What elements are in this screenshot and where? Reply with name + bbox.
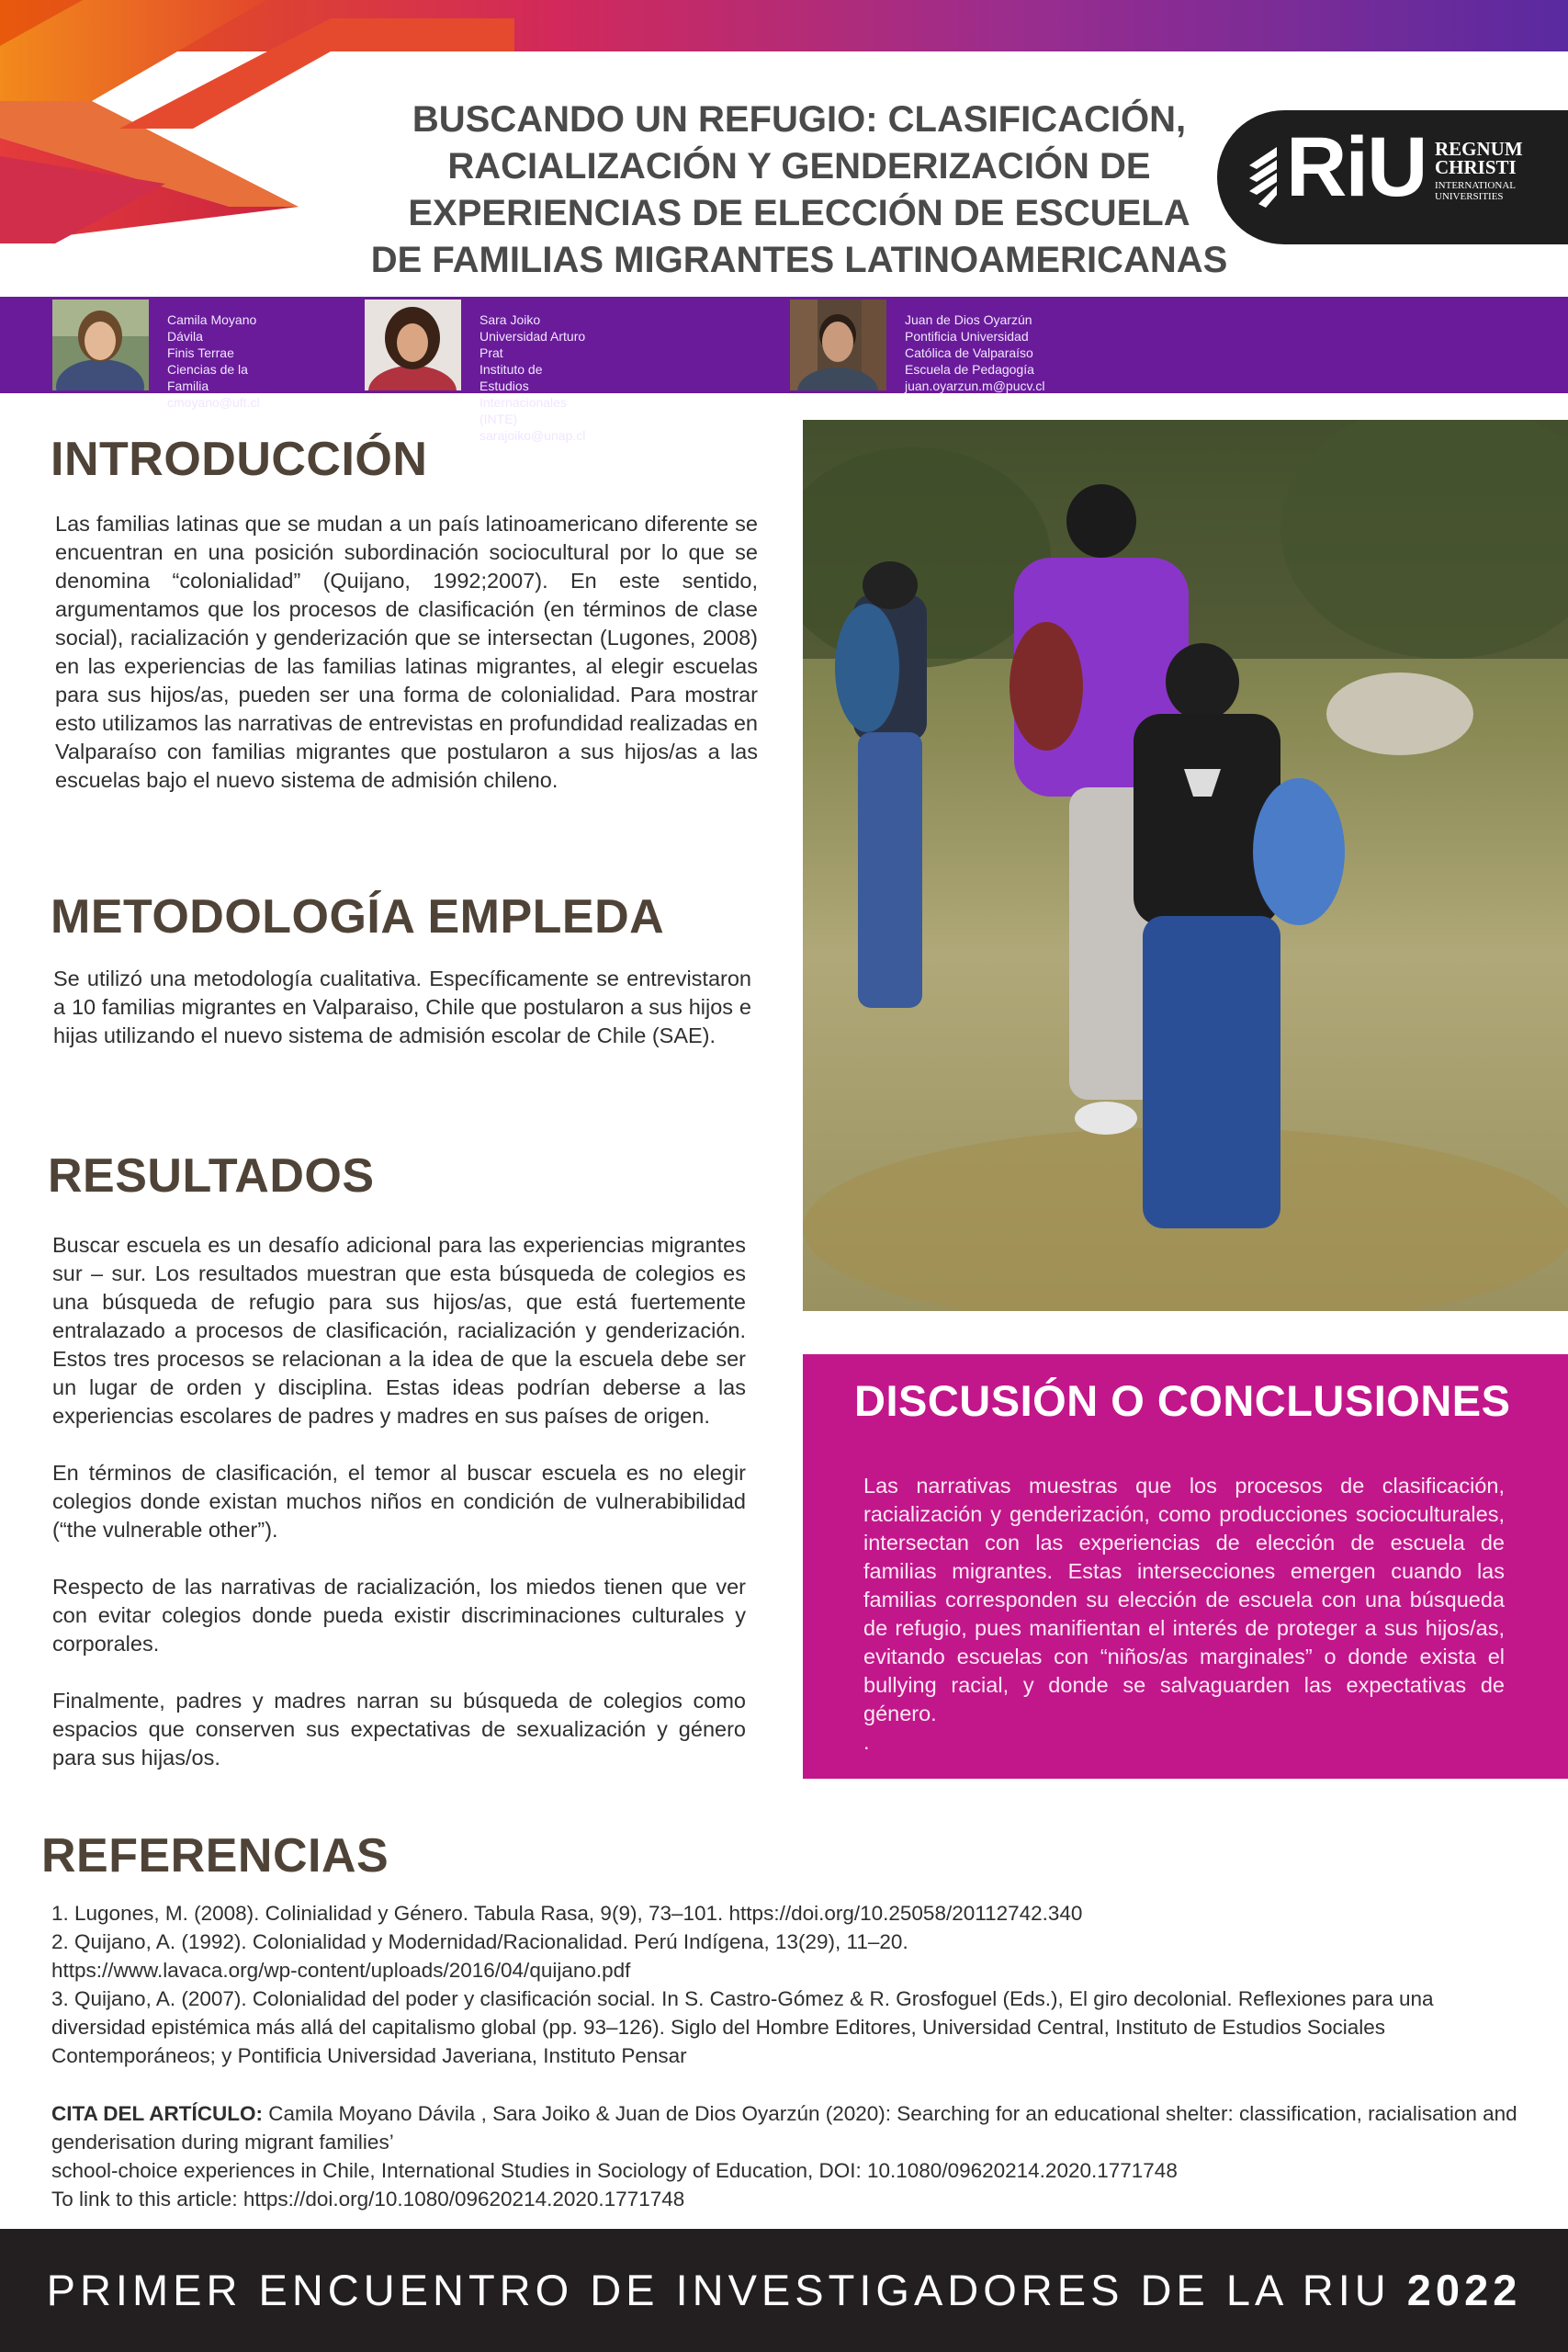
methodology-heading: METODOLOGÍA EMPLEDA: [51, 890, 665, 944]
references-list: [51, 1899, 1529, 2070]
citation-link: To link to this article: https://doi.org/10.1080/09620214.2020.1771748: [51, 2188, 685, 2211]
conclusions-text: [863, 1472, 1505, 1757]
logo-line: INTERNATIONAL: [1435, 180, 1516, 191]
logo-line: UNIVERSITIES: [1435, 191, 1504, 202]
logo-text: [1435, 140, 1523, 176]
author-info: [905, 311, 1044, 394]
reference-item: 1. Lugones, M. (2008). Colinialidad y Género. Tabula Rasa, 9(9), 73–101. https://doi.org/10.25058/20112742.340: [51, 1902, 1083, 1925]
conclusions-trailing: .: [863, 1730, 870, 1754]
reference-item: 2. Quijano, A. (1992). Colonialidad y Modernidad/Racionalidad. Perú Indígena, 13(29), 11–20.: [51, 1930, 908, 1953]
conclusions-paragraph: Las narrativas muestras que los procesos de clasificación, racialización y genderización, como producciones socioculturales, intersectan con las experiencias de elección de escuela de familias migrantes. Estas intersecciones emergen cuando las familias corresponden su elección de escuela con una búsqueda de refugio, pues manifientan el interés de proteger a sus hijos/as, evitando escuelas con “niños/as marginales” o donde exista el bullying racial, y donde se salvaguarden las expectativas de género.: [863, 1474, 1505, 1725]
results-paragraph: Finalmente, padres y madres narran su búsqueda de colegios como espacios que conserven sus expectativas de sexualización y género para sus hijas/os.: [52, 1689, 746, 1770]
footer-text: [0, 2265, 1568, 2315]
citation-text: Camila Moyano Dávila , Sara Joiko & Juan de Dios Oyarzún (2020): Searching for an educational shelter: classification, racialisation and genderisation during migrant families’: [51, 2102, 1517, 2154]
author-name: Sara Joiko: [479, 312, 541, 327]
author-photo: [52, 300, 149, 390]
migrants-walking-photo: [803, 420, 1568, 1311]
results-text: [52, 1231, 746, 1801]
author-photo: [365, 300, 461, 390]
results-paragraph: En términos de clasificación, el temor al buscar escuela es no elegir colegios donde existan muchos niños en condición de vulnerabibilidad (“the vulnerable other”).: [52, 1461, 746, 1542]
author-affiliation: Universidad Arturo Prat: [479, 329, 586, 360]
logo-subtext: [1435, 180, 1516, 202]
methodology-text: Se utilizó una metodología cualitativa. Específicamente se entrevistaron a 10 familias migrantes en Valparaiso, Chile que postularon a sus hijos e hijas utilizando el nuevo sistema de admisión escolar de Chile (SAE).: [53, 967, 751, 1047]
title-line: EXPERIENCIAS DE ELECCIÓN DE ESCUELA: [408, 193, 1190, 233]
author-email: cmoyano@uft.cl: [167, 395, 260, 410]
intro-heading: INTRODUCCIÓN: [51, 433, 428, 486]
footer-event: PRIMER ENCUENTRO DE INVESTIGADORES DE LA RIU: [46, 2266, 1407, 2314]
title-line: RACIALIZACIÓN Y GENDERIZACIÓN DE: [447, 146, 1151, 187]
results-heading: RESULTADOS: [48, 1149, 375, 1203]
title-line: BUSCANDO UN REFUGIO: CLASIFICACIÓN,: [412, 99, 1187, 140]
author-affiliation: Finis Terrae: [167, 345, 234, 360]
reference-item: 3. Quijano, A. (2007). Colonialidad del poder y clasificación social. In S. Castro-Gómez & R. Grosfoguel (Eds.), El giro decolonial. Reflexiones para una diversidad epistémica más allá del capitalismo global (pp. 93–126). Siglo del Hombre Editores, Universidad Central, Instituto de Estudios Sociales Contemporáneos; y Pontificia Universidad Javeriana, Instituto Pensar: [51, 1987, 1434, 2067]
author-name: Camila Moyano Dávila: [167, 312, 257, 344]
results-paragraph: Buscar escuela es un desafío adicional para las experiencias migrantes sur – sur. Los resultados muestran que esta búsqueda de colegios es una búsqueda de refugio para sus hijos/as, que está fuertemente entralazado a procesos de clasificación, racialización y genderización. Estos tres procesos se relacionan a la idea de que la escuela debe ser un lugar de orden y disciplina. Estas ideas podrían deberse a las experiencias escolares de padres y madres en sus países de origen.: [52, 1233, 746, 1428]
conclusions-heading: DISCUSIÓN O CONCLUSIONES: [854, 1376, 1511, 1425]
author-email: juan.oyarzun.m@pucv.cl: [905, 379, 1045, 393]
title-line: DE FAMILIAS MIGRANTES LATINOAMERICANAS: [370, 240, 1228, 280]
logo-line: CHRISTI: [1435, 156, 1517, 178]
author-department: Escuela de Pedagogía: [905, 362, 1034, 377]
references-heading: REFERENCIAS: [41, 1829, 389, 1883]
logo-line: REGNUM: [1435, 138, 1523, 160]
intro-text: Las familias latinas que se mudan a un país latinoamericano diferente se encuentran en una posición subordinación sociocultural por lo que se denomina “colonialidad” (Quijano, 1992;2007). En este sentido, argumentamos que los procesos de clasificación (en términos de clase social), racialización y genderización que se intersectan (Lugones, 2008) en las experiencias de las familias latinas migrantes, al elegir escuelas para sus hijos/as, pueden ser una forma de colonialidad. Para mostrar esto utilizamos las narrativas de entrevistas en profundidad realizadas en Valparaíso con familias migrantes que postularon a sus hijos/as a las escuelas bajo el nuevo sistema de admisión chileno.: [55, 512, 758, 792]
reference-item: https://www.lavaca.org/wp-content/uploads/2016/04/quijano.pdf: [51, 1959, 631, 1982]
results-paragraph: Respecto de las narrativas de racialización, los miedos tienen que ver con evitar colegios donde pueda existir discriminaciones culturales y corporales.: [52, 1575, 746, 1656]
footer-year: 2022: [1406, 2266, 1522, 2314]
author-email: sarajoiko@unap.cl: [479, 428, 586, 443]
citation-label: CITA DEL ARTÍCULO:: [51, 2102, 263, 2125]
author-info: [167, 311, 260, 411]
author-info: [479, 311, 585, 444]
article-citation: [51, 2099, 1540, 2213]
author-affiliation: Pontificia Universidad Católica de Valparaíso: [905, 329, 1033, 360]
poster-title: [340, 96, 1258, 284]
author-department: Instituto de Estudios Internacionales (INTE): [479, 362, 567, 426]
logo-wordmark: RiU: [1286, 120, 1427, 214]
citation-line: school-choice experiences in Chile, International Studies in Sociology of Education, DOI: 10.1080/09620214.2020.1771748: [51, 2159, 1178, 2182]
author-department: Ciencias de la Familia: [167, 362, 248, 393]
author-photo: [790, 300, 886, 390]
author-name: Juan de Dios Oyarzún: [905, 312, 1032, 327]
authors-band: [0, 297, 1568, 443]
